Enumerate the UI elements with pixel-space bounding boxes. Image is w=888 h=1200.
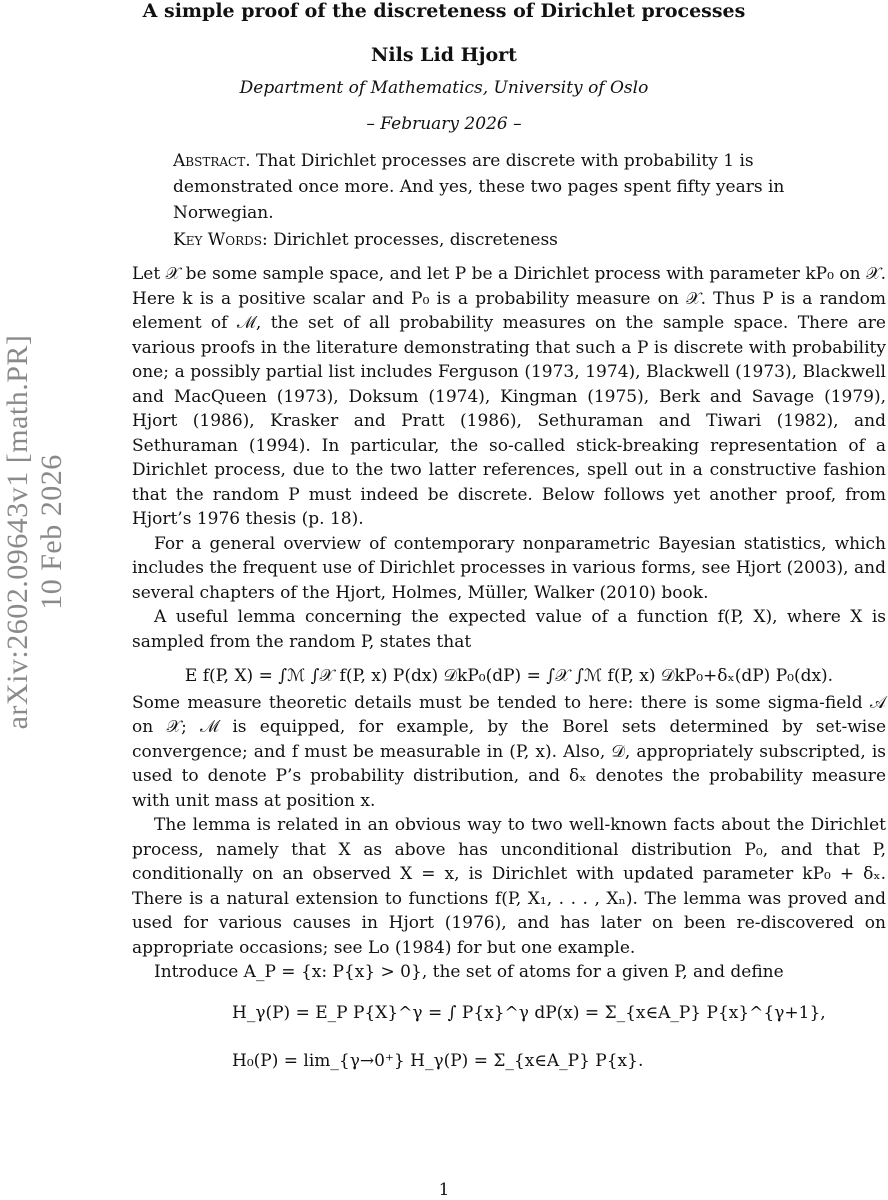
arxiv-identifier: arXiv:2602.09643v1 [math.PR] 10 Feb 2026 <box>1 334 68 730</box>
paper-title: A simple proof of the discreteness of Dirichlet processes <box>142 0 746 22</box>
paper-date: – February 2026 – <box>366 114 522 134</box>
equation-lemma: E f(P, X) = ∫ℳ ∫𝒳 f(P, x) P(dx) 𝒟kP₀(dP) = ∫𝒳 ∫ℳ f(P, x) 𝒟kP₀+δₓ(dP) P₀(dx). <box>184 666 834 686</box>
abstract-label: Abstract. <box>173 151 251 171</box>
paragraph-1: Let 𝒳 be some sample space, and let P be a Dirichlet process with parameter kP₀ on 𝒳. Here k is a positive scalar and P₀ is a probability measure on 𝒳. Thus P is a random element of ℳ, the set of all probability measures on the sample space. There are various proofs in the literature demonstrating that such a P is discrete with probability one; a possibly partial list includes Ferguson (1973, 1974), Blackwell (1973), Blackwell and MacQueen (1973), Doksum (1974), Kingman (1975), Berk and Savage (1979), Hjort (1986), Krasker and Pratt (1986), Sethuraman and Tiwari (1982), and Sethuraman (1994). In particular, the so-called stick-breaking representation of a Dirichlet process, due to the two latter references, spell out in a constructive fashion that the random P must indeed be discrete. Below follows yet another proof, from Hjort’s 1976 thesis (p. 18). <box>132 264 886 529</box>
keywords-block <box>173 230 813 250</box>
equation-h-zero: H₀(P) = lim_{γ→0⁺} H_γ(P) = Σ_{x∈A_P} P{x}. <box>232 1050 644 1071</box>
paragraph-2: For a general overview of contemporary nonparametric Bayesian statistics, which includes the frequent use of Dirichlet processes in various forms, see Hjort (2003), and several chapters of the Hjort, Holmes, Müller, Walker (2010) book. <box>132 533 886 603</box>
abstract-block <box>173 148 813 226</box>
keywords-label: Key Words: <box>173 230 268 250</box>
paper-body <box>132 262 886 1081</box>
paragraph-5: The lemma is related in an obvious way to two well-known facts about the Dirichlet process, namely that X as above has unconditional distribution P₀, and that P, conditionally on an observed X = x, is Dirichlet with updated parameter kP₀ + δₓ. There is a natural extension to functions f(P, X₁, . . . , Xₙ). The lemma was proved and used for various causes in Hjort (1976), and has later on been re-discovered on appropriate occasions; see Lo (1984) for but one example. <box>132 815 886 958</box>
keywords-text: Dirichlet processes, discreteness <box>273 230 558 250</box>
affiliation: Department of Mathematics, University of Oslo <box>239 78 649 98</box>
paragraph-6: Introduce A_P = {x: P{x} > 0}, the set of atoms for a given P, and define <box>154 962 784 982</box>
paragraph-4: Some measure theoretic details must be tended to here: there is some sigma-field 𝒜 on 𝒳; ℳ is equipped, for example, by the Borel sets determined by set-wise convergence; and f must be measurable in (P, x). Also, 𝒟, appropriately subscripted, is used to denote P’s probability distribution, and δₓ denotes the probability measure with unit mass at position x. <box>132 692 886 811</box>
author-name: Nils Lid Hjort <box>371 44 517 66</box>
abstract-text: That Dirichlet processes are discrete with probability 1 is demonstrated once more. And yes, these two pages spent fifty years in Norwegian. <box>173 151 785 223</box>
equation-h-gamma: H_γ(P) = E_P P{X}^γ = ∫ P{x}^γ dP(x) = Σ_{x∈A_P} P{x}^{γ+1}, <box>232 1002 826 1023</box>
paragraph-3: A useful lemma concerning the expected value of a function f(P, X), where X is sampled from the random P, states that <box>132 607 886 652</box>
page-number: 1 <box>438 1180 450 1200</box>
